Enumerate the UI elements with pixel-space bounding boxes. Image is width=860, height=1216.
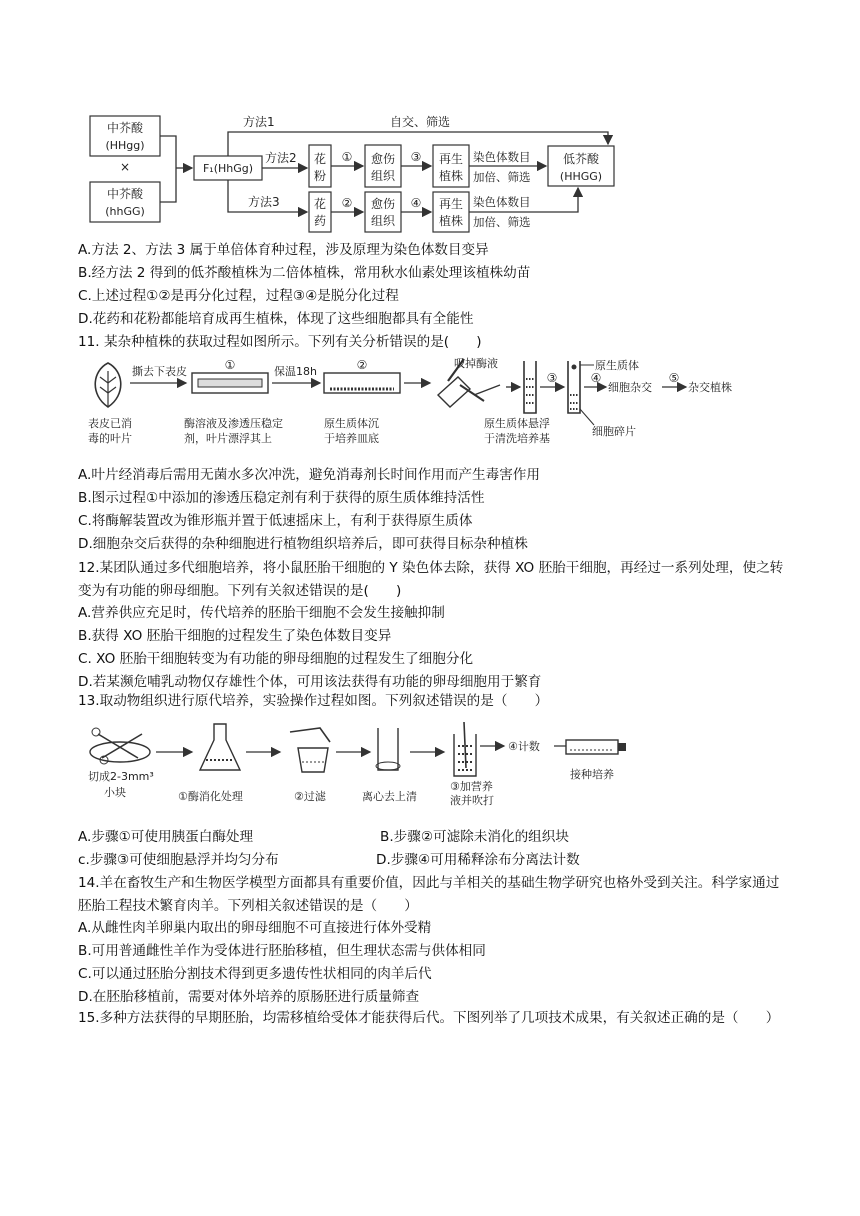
- q12-option-a: A.营养供应充足时，传代培养的胚胎干细胞不会发生接触抑制: [78, 605, 445, 621]
- leaf-label-2: 毒的叶片: [88, 432, 132, 445]
- q13-stem: 13.取动物组织进行原代培养，实验操作过程如图。下列叙述错误的是（ ）: [78, 693, 549, 709]
- breeding-flowchart: [88, 106, 628, 234]
- parent1-name: 中芥酸: [106, 121, 144, 135]
- q10-option-c: C.上述过程①②是再分化过程，过程③④是脱分化过程: [78, 288, 399, 304]
- cross-symbol: ×: [119, 160, 131, 174]
- method2-label: 方法2: [265, 151, 297, 165]
- culture-flask-icon: [566, 740, 626, 754]
- q10-option-d: D.花药和花粉都能培育成再生植株，体现了这些细胞都具有全能性: [78, 311, 474, 327]
- centrifuge-tube-icon: [568, 361, 580, 413]
- pollen-box-1: 花: [313, 152, 327, 166]
- fig2-step5: ⑤: [668, 371, 680, 385]
- warm-label: 保温18h: [274, 365, 317, 378]
- q15-stem: 15.多种方法获得的早期胚胎，均需移植给受体才能获得后代。下图列举了几项技术成果，有关叙述正确的是（ ）: [78, 1010, 780, 1026]
- dbl1-line1: 染色体数目: [473, 150, 531, 164]
- q11-option-b: B.图示过程①中添加的渗透压稳定剂有利于获得的原生质体维持活性: [78, 490, 485, 506]
- dbl2-line1: 染色体数目: [473, 195, 531, 209]
- q11-stem: 11. 某杂种植株的获取过程如图所示。下列有关分析错误的是( ): [78, 334, 482, 350]
- q12-option-c: C. XO 胚胎干细胞转变为有功能的卵母细胞的过程发生了细胞分化: [78, 651, 474, 667]
- q13-option-a: A.步骤①可使用胰蛋白酶处理: [78, 829, 254, 845]
- fig2-step1: ①: [224, 358, 236, 372]
- regen2-line2: 植株: [438, 214, 464, 228]
- q14-option-b: B.可用普通雌性羊作为受体进行胚胎移植，但生理状态需与供体相同: [78, 943, 486, 959]
- q10-option-b: B.经方法 2 得到的低芥酸植株为二倍体植株，常用秋水仙素处理该植株幼苗: [78, 265, 531, 281]
- dbl2-line2: 加倍、筛选: [473, 215, 531, 229]
- wash-tube-icon: [524, 361, 536, 413]
- callus1-line2: 组织: [370, 169, 396, 183]
- q11-option-d: D.细胞杂交后获得的杂种细胞进行植物组织培养后，即可获得目标杂种植株: [78, 536, 528, 552]
- count-label: ④计数: [508, 740, 540, 753]
- protoplast-flowchart: [88, 355, 778, 447]
- scissors-dish-icon: [90, 728, 150, 764]
- centrifuge-icon: [376, 728, 400, 770]
- method1-label: 方法1: [243, 115, 275, 129]
- anther-box-1: 花: [313, 197, 327, 211]
- dbl1-line2: 加倍、筛选: [473, 170, 531, 184]
- float-label-2: 于清洗培养基: [484, 432, 550, 445]
- regen1-line2: 植株: [438, 169, 464, 183]
- tilted-dish-icon: [438, 377, 500, 407]
- fig2-step4: ④: [590, 371, 602, 385]
- q14-option-a: A.从雌性肉羊卵巢内取出的卵母细胞不可直接进行体外受精: [78, 920, 432, 936]
- enzyme-dish-icon: [192, 373, 268, 393]
- digest-label: ①酶消化处理: [178, 790, 243, 803]
- q14-option-c: C.可以通过胚胎分割技术得到更多遗传性状相同的肉羊后代: [78, 966, 432, 982]
- cut-label-1: 切成2-3mm³: [88, 770, 154, 783]
- q11-option-c: C.将酶解装置改为锥形瓶并置于低速摇床上，有利于获得原生质体: [78, 513, 473, 529]
- q14-stem: 14.羊在畜牧生产和生物医学模型方面都具有重要价值，因此与羊相关的基础生物学研究也格外受到关注。科学家通过胚胎工程技术繁育肉羊。下列相关叙述错误的是（ ）: [78, 875, 780, 914]
- hybrid-label: 杂交植株: [688, 381, 732, 394]
- enzyme-label-1: 酶溶液及渗透压稳定: [184, 417, 283, 430]
- regen2-line1: 再生: [438, 197, 464, 211]
- step4-label: ④: [410, 196, 422, 210]
- inoc-label: 接种培养: [570, 768, 614, 781]
- q13-option-c: c.步骤③可使细胞悬浮并均匀分布: [78, 852, 279, 868]
- pollen-box-2: 粉: [313, 169, 327, 183]
- protoplast-label: 原生质体: [595, 359, 639, 372]
- callus2-line2: 组织: [370, 214, 396, 228]
- leaf-label-1: 表皮已消: [88, 417, 132, 430]
- filter-label: ②过滤: [294, 790, 326, 803]
- culture-flowchart: [80, 718, 640, 810]
- callus1-line1: 愈伤: [370, 152, 396, 166]
- pipette-tube-icon: [454, 722, 476, 776]
- q11-option-a: A.叶片经消毒后需用无菌水多次冲洗，避免消毒剂长时间作用而产生毒害作用: [78, 467, 540, 483]
- sink-label-1: 原生质体沉: [324, 417, 379, 430]
- filter-icon: [290, 728, 330, 772]
- step2-label: ②: [341, 196, 353, 210]
- q12-stem: 12.某团队通过多代细胞培养，将小鼠胚胎干细胞的 Y 染色体去除，获得 XO 胚胎干细胞，再经过一系列处理，使之转变为有功能的卵母细胞。下列有关叙述错误的是( ): [78, 560, 784, 599]
- enzyme-label-2: 剂，叶片漂浮其上: [184, 432, 272, 445]
- q13-option-d: D.步骤④可用稀释涂布分离法计数: [376, 852, 580, 868]
- q14-option-d: D.在胚胎移植前，需要对体外培养的原肠胚进行质量筛查: [78, 989, 420, 1005]
- selfing-label: 自交、筛选: [390, 115, 451, 129]
- cut-label-2: 小块: [104, 786, 126, 799]
- tear-label: 撕去下表皮: [132, 365, 187, 378]
- parent2-name: 中芥酸: [106, 187, 144, 201]
- step3-label: ③: [410, 150, 422, 164]
- add-label-2: 液并吹打: [450, 794, 494, 807]
- q12-option-d: D.若某濒危哺乳动物仅存雄性个体，可用该法获得有功能的卵母细胞用于繁育: [78, 674, 542, 690]
- centri-label: 离心去上清: [362, 790, 417, 803]
- q10-option-a: A.方法 2、方法 3 属于单倍体育种过程，涉及原理为染色体数目变异: [78, 242, 489, 258]
- q12-option-b: B.获得 XO 胚胎干细胞的过程发生了染色体数目变异: [78, 628, 392, 644]
- parent1-genotype: (HHgg): [105, 139, 145, 152]
- fusion-label: 细胞杂交: [608, 381, 652, 394]
- regen1-line1: 再生: [438, 152, 464, 166]
- sink-label-2: 于培养皿底: [324, 432, 379, 445]
- q13-option-b: B.步骤②可滤除未消化的组织块: [380, 829, 569, 845]
- fig2-step2: ②: [356, 358, 368, 372]
- parent2-genotype: (hhGG): [105, 205, 145, 218]
- callus2-line1: 愈伤: [370, 197, 396, 211]
- suck-label: 吸掉酶液: [454, 357, 498, 370]
- float-label-1: 原生质体悬浮: [484, 417, 550, 430]
- leaf-icon: [95, 363, 121, 407]
- fig2-step3: ③: [546, 371, 558, 385]
- add-label-1: ③加营养: [450, 780, 493, 793]
- target-name: 低芥酸: [562, 152, 600, 166]
- anther-box-2: 药: [313, 214, 327, 228]
- step1-label: ①: [341, 150, 353, 164]
- f1-genotype: F₁(HhGg): [202, 162, 254, 175]
- target-genotype: (HHGG): [559, 170, 603, 183]
- flask-icon: [200, 724, 240, 770]
- method3-label: 方法3: [248, 195, 280, 209]
- protoplast-dish-icon: [324, 373, 400, 393]
- debris-label: 细胞碎片: [592, 425, 636, 438]
